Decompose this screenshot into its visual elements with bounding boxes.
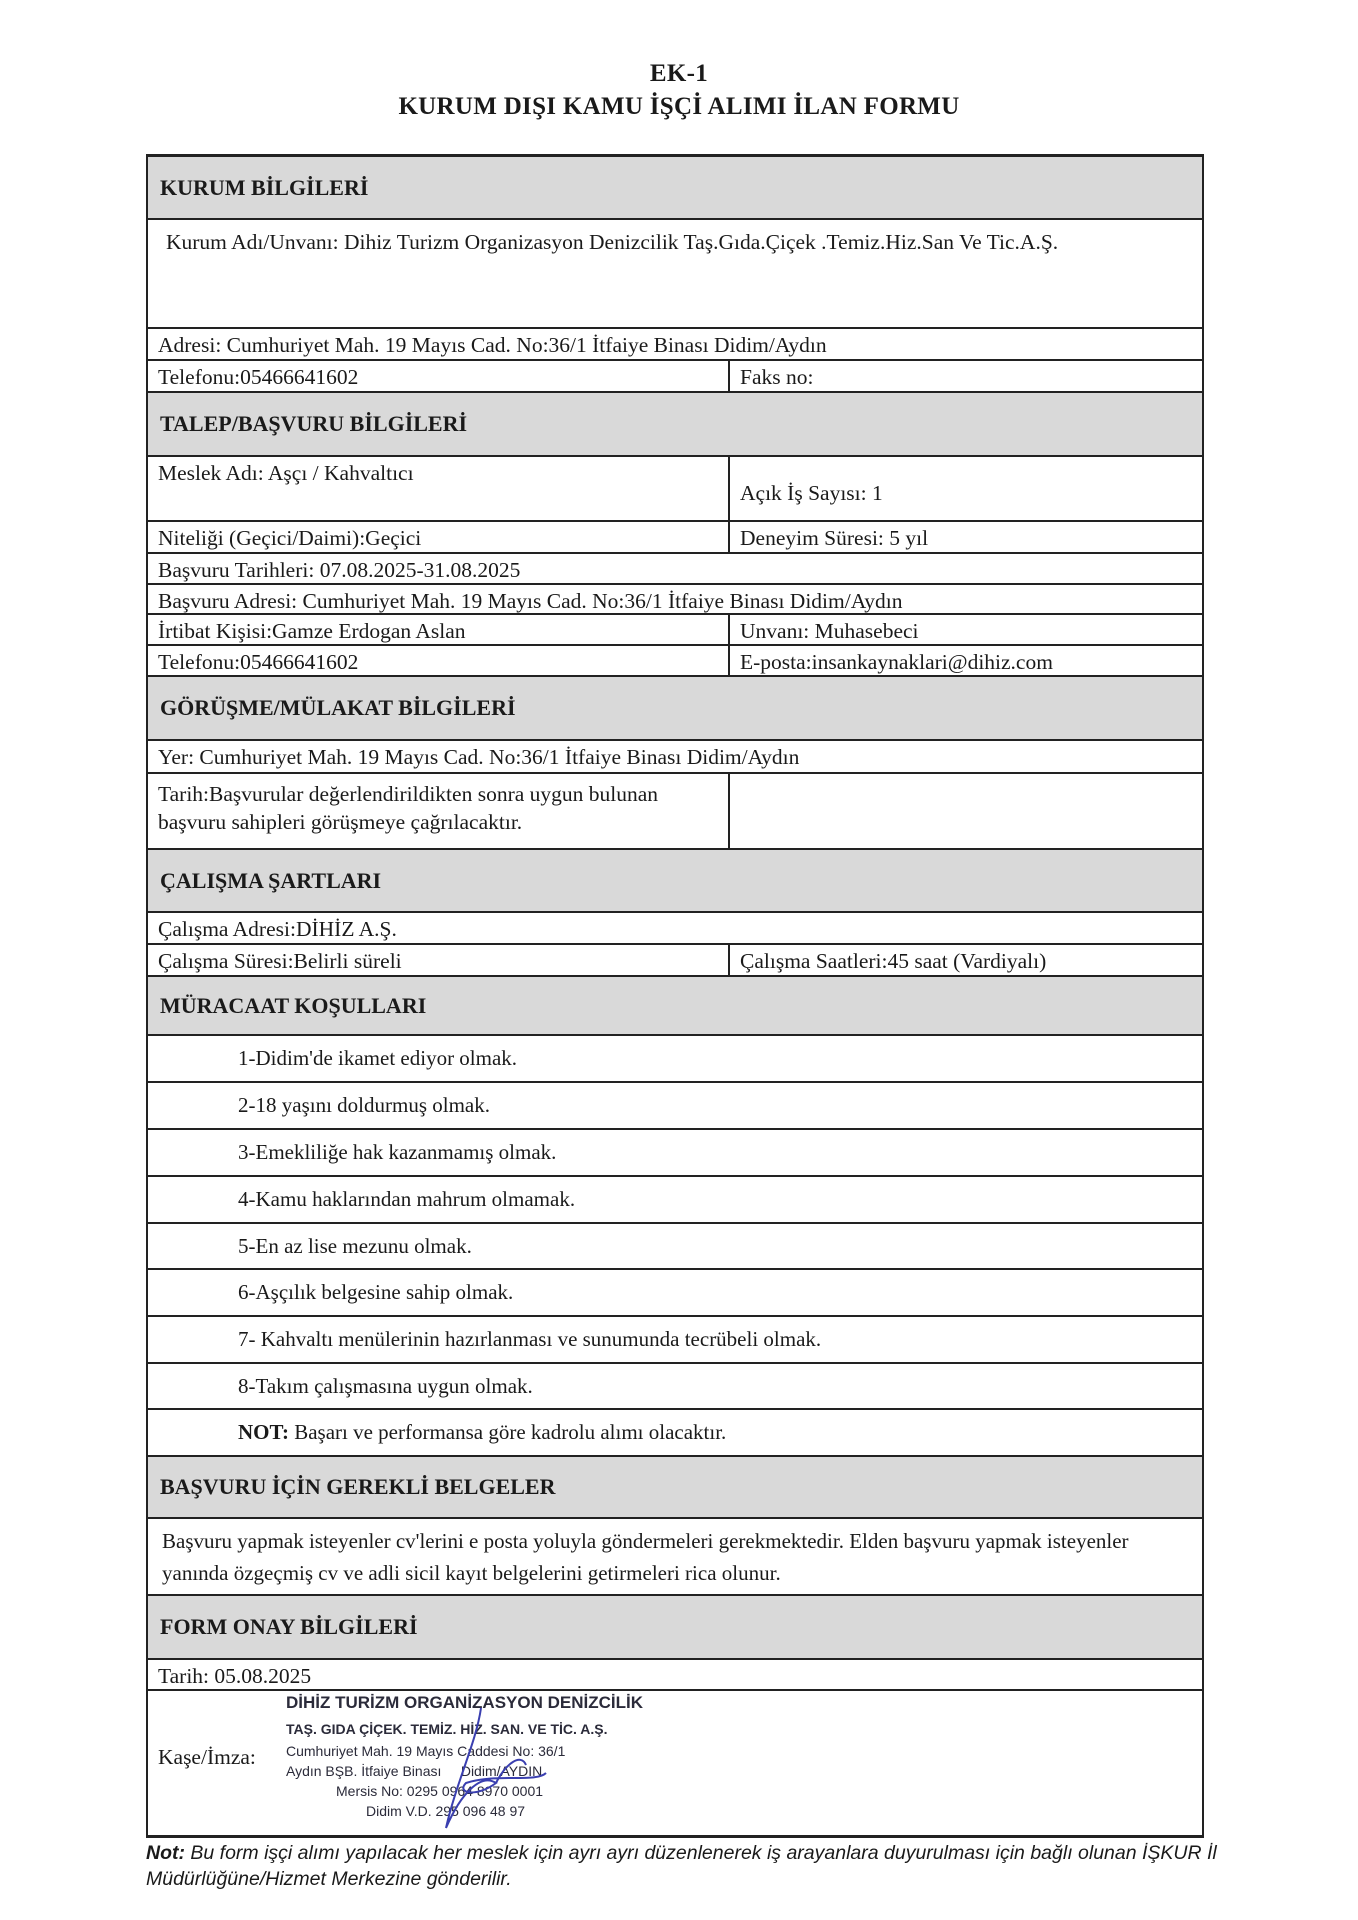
signature-icon bbox=[386, 1703, 586, 1838]
section-gorusme-heading: GÖRÜŞME/MÜLAKAT BİLGİLERİ bbox=[148, 675, 1202, 739]
condition-item: 5-En az lise mezunu olmak. bbox=[148, 1222, 1202, 1268]
note-text: Başarı ve performansa göre kadrolu alımı olacaktır. bbox=[288, 1420, 727, 1444]
section-onay-heading: FORM ONAY BİLGİLERİ bbox=[148, 1594, 1202, 1658]
work-duration: Çalışma Süresi:Belirli süreli bbox=[148, 945, 730, 975]
documents-text: Başvuru yapmak isteyenler cv'lerini e posta yoluyla göndermeleri gerekmektedir. Elden başvuru yapmak isteyenler yanında özgeçmiş cv ve adli sicil kayıt belgelerini getirmeleri rica olunur. bbox=[162, 1529, 1129, 1585]
footer-note bbox=[146, 1840, 1236, 1892]
condition-item: 4-Kamu haklarından mahrum olmamak. bbox=[148, 1175, 1202, 1222]
section-muracaat-heading: MÜRACAAT KOŞULLARI bbox=[148, 975, 1202, 1034]
section-kurum-heading: KURUM BİLGİLERİ bbox=[148, 157, 1202, 218]
note-label: NOT: bbox=[238, 1420, 289, 1444]
interview-date: Tarih:Başvurular değerlendirildikten sonra uygun bulunan başvuru sahipleri görüşmeye çağrılacaktır. bbox=[148, 774, 730, 848]
institution-name: Kurum Adı/Unvanı: Dihiz Turizm Organizasyon Denizcilik Taş.Gıda.Çiçek .Temiz.Hiz.San Ve Tic.A.Ş. bbox=[166, 230, 1059, 254]
approval-date: Tarih: 05.08.2025 bbox=[158, 1664, 312, 1688]
contact-phone: Telefonu:05466641602 bbox=[148, 646, 730, 675]
form-table bbox=[146, 154, 1204, 1838]
contact-person: İrtibat Kişisi:Gamze Erdogan Aslan bbox=[148, 615, 730, 644]
institution-phone: Telefonu:05466641602 bbox=[148, 361, 730, 391]
condition-item: 3-Emekliliğe hak kazanmamış olmak. bbox=[148, 1128, 1202, 1175]
footer-text: Bu form işçi alımı yapılacak her meslek için ayrı ayrı düzenlenerek iş arayanlara duyurulması için bağlı olunan İŞKUR İl Müdürlüğüne/Hizmet Merkezine gönderilir. bbox=[146, 1842, 1217, 1890]
section-calisma-heading: ÇALIŞMA ŞARTLARI bbox=[148, 848, 1202, 911]
stamp-line: Aydın BŞB. İtfaiye Binası Didim/AYDIN bbox=[286, 1763, 543, 1779]
application-address: Başvuru Adresi: Cumhuriyet Mah. 19 Mayıs Cad. No:36/1 İtfaiye Binası Didim/Aydın bbox=[158, 589, 903, 613]
job-nature: Niteliği (Geçici/Daimi):Geçici bbox=[148, 522, 730, 552]
stamp-line: TAŞ. GIDA ÇİÇEK. TEMİZ. HİZ. SAN. VE TİC. A.Ş. bbox=[286, 1721, 608, 1737]
section-belgeler-heading: BAŞVURU İÇİN GEREKLİ BELGELER bbox=[148, 1455, 1202, 1517]
interview-place: Yer: Cumhuriyet Mah. 19 Mayıs Cad. No:36/1 İtfaiye Binası Didim/Aydın bbox=[158, 745, 800, 769]
company-stamp bbox=[286, 1693, 666, 1833]
condition-item: 7- Kahvaltı menülerinin hazırlanması ve sunumunda tecrübeli olmak. bbox=[148, 1315, 1202, 1362]
empty-cell bbox=[730, 774, 1202, 848]
work-hours: Çalışma Saatleri:45 saat (Vardiyalı) bbox=[740, 949, 1047, 973]
annex-label: EK-1 bbox=[649, 60, 709, 87]
stamp-line: Cumhuriyet Mah. 19 Mayıs Caddesi No: 36/1 bbox=[286, 1743, 566, 1759]
application-dates: Başvuru Tarihleri: 07.08.2025-31.08.2025 bbox=[158, 558, 521, 582]
open-positions: Açık İş Sayısı: 1 bbox=[740, 481, 883, 505]
contact-title: Unvanı: Muhasebeci bbox=[740, 619, 919, 643]
footer-label: Not: bbox=[146, 1842, 185, 1864]
condition-item: 1-Didim'de ikamet ediyor olmak. bbox=[148, 1034, 1202, 1081]
work-address: Çalışma Adresi:DİHİZ A.Ş. bbox=[158, 917, 397, 941]
form-title: KURUM DIŞI KAMU İŞÇİ ALIMI İLAN FORMU bbox=[398, 93, 960, 120]
occupation: Meslek Adı: Aşçı / Kahvaltıcı bbox=[148, 457, 730, 520]
condition-item: 2-18 yaşını doldurmuş olmak. bbox=[148, 1081, 1202, 1128]
stamp-line: Mersis No: 0295 0964 8970 0001 bbox=[336, 1783, 544, 1799]
condition-item: 8-Takım çalışmasına uygun olmak. bbox=[148, 1362, 1202, 1408]
stamp-line: DİHİZ TURİZM ORGANİZASYON DENİZCİLİK bbox=[286, 1693, 643, 1712]
institution-fax: Faks no: bbox=[740, 365, 814, 389]
experience: Deneyim Süresi: 5 yıl bbox=[740, 526, 929, 550]
contact-email: E-posta:insankaynaklari@dihiz.com bbox=[740, 650, 1053, 674]
stamp-label: Kaşe/İmza: bbox=[158, 1745, 256, 1769]
institution-address: Adresi: Cumhuriyet Mah. 19 Mayıs Cad. No:36/1 İtfaiye Binası Didim/Aydın bbox=[158, 333, 827, 357]
condition-note bbox=[148, 1408, 1202, 1455]
stamp-line: Didim V.D. 295 096 48 97 bbox=[366, 1803, 526, 1819]
section-talep-heading: TALEP/BAŞVURU BİLGİLERİ bbox=[148, 391, 1202, 455]
condition-item: 6-Aşçılık belgesine sahip olmak. bbox=[148, 1268, 1202, 1315]
